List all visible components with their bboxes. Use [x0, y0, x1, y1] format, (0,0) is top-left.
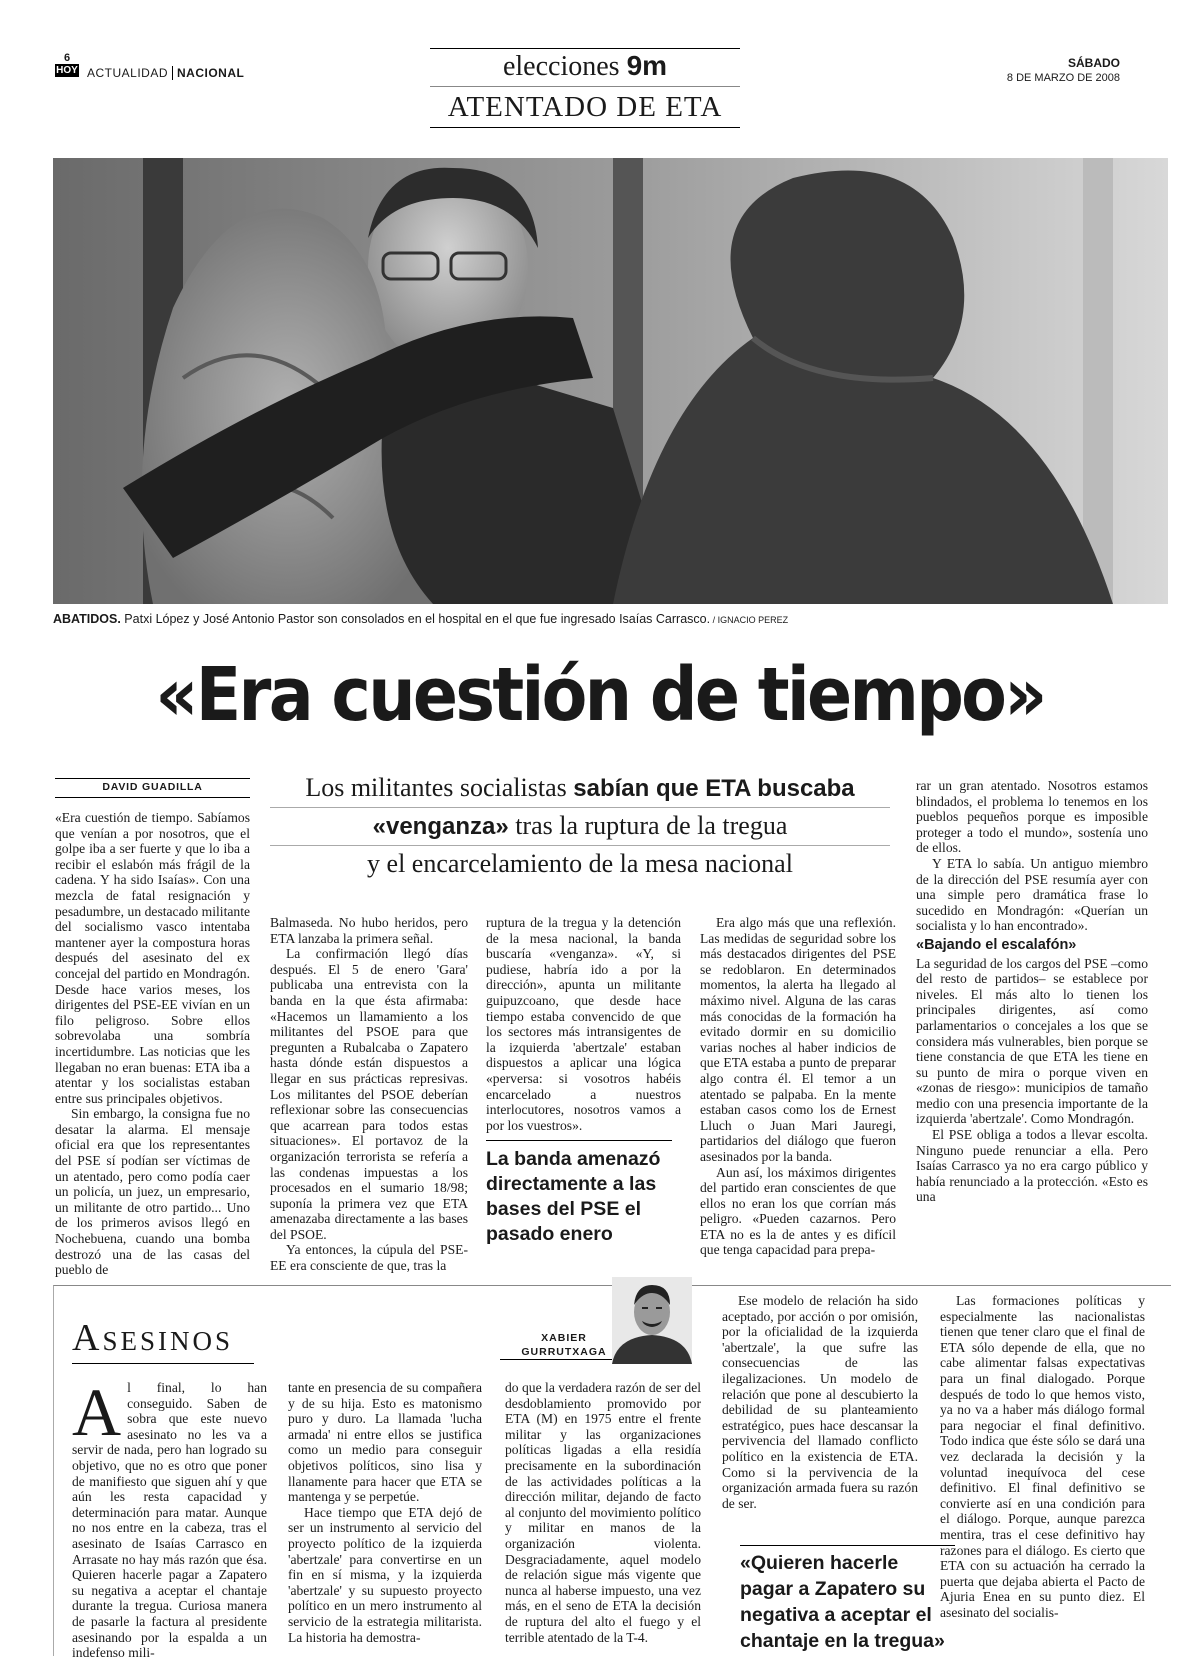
opinion-column-5 — [940, 1293, 1145, 1620]
paragraph: Ese modelo de relación ha sido aceptado, por acción o por omisión, por la oficialidad de la izquierda 'abertzale', la que sufre las consecuencias de las ilegalizaciones. Un modelo de relación que pone al descubierto la debilidad de su planteamiento estratégico, pues hace descansar la pervivencia del llamado conflicto político en la existencia de ETA. Como si la pervivencia de la organización armada fuera su razón de ser. — [722, 1293, 918, 1511]
paragraph: Aun así, los máximos dirigentes del partido eran conscientes de que ellos no eran los que corrían más peligro. «Pueden cazarnos. Pero ETA no es la de antes y es difícil que tenga capacidad para prepa- — [700, 1164, 896, 1258]
opinion-column-2 — [288, 1380, 482, 1645]
paragraph: Hace tiempo que ETA dejó de ser un instrumento al servicio del proyecto político de la izquierda 'abertzale' para convertirse en un fin en sí misma, y la izquierda 'abertzale' y su supuesto proyecto político en un mero instrumento al servicio de la estrategia militarista. La historia ha demostra- — [288, 1504, 482, 1645]
article-column-2 — [270, 915, 468, 1274]
subhead-line-3: y el encarcelamiento de la mesa nacional — [367, 849, 793, 878]
paragraph: Las formaciones políticas y especialmente las nacionalistas tienen que tener claro que el final de ETA sólo depende de ella, que no cabe alimentar falsas expectativas para un final dialogado. Porque después de todo lo que hemos visto, ya no va a haber más diálogo formal para negociar el final definitivo. Todo indica que éste sólo se dará una vez declarada la decisión y la voluntad inequívoca del cese definitivo. El final definitivo se convierte así en una condición para el diálogo. Porque, aunque parezca mentira, tras el cese definitivo hay razones para el diálogo. Es cierto que ETA con su actuación ha cerrado la puerta que dejaba abierta el Pacto de Ajuria Enea en su punto diez. El asesinato del socialis- — [940, 1293, 1145, 1620]
byline: DAVID GUADILLA — [55, 778, 250, 798]
caption-lead: ABATIDOS. — [53, 612, 121, 626]
opinion-author — [500, 1331, 628, 1360]
opinion-pull-quote: «Quieren hacerle pagar a Zapatero su negativa a aceptar el chantaje en la tregua» — [740, 1545, 955, 1654]
subhead-l2-regular: tras la ruptura de la tregua — [508, 811, 788, 840]
elecciones-banner — [430, 48, 740, 84]
paragraph: Era algo más que una reflexión. Las medidas de seguridad sobre los más destacados dirigentes del PSE se redoblaron. En determinados momentos, la alerta ha llegado al máximo nivel. Alguna de las caras más conocidas de la formación ha evitado dormir en su domicilio varias noches al haber indicios de que ETA estaba a punto de preparar algo contra él. El temor a un atentado se palpaba. En la mente estaban casos como los de Ernest Lluch o Juan Mari Jauregi, partidarios del diálogo que fueron asesinados por la banda. — [700, 915, 896, 1164]
title-rule — [72, 1363, 254, 1364]
paragraph: Sin embargo, la consigna fue no desatar la alarma. El mensaje oficial era que los representantes del PSE sí podían ser víctimas de un atentado, pero como podía caer un policía, un juez, un empresario, un militante de otro partido... Uno de los primeros avisos llegó en Nochebuena, cuando una bomba destrozó una de las casas del pueblo de — [55, 1106, 250, 1278]
paragraph: Y ETA lo sabía. Un antiguo miembro de la dirección del PSE resumía ayer con una simple pero dramática frase lo sucedido en Mondragón: «Querían un socialista y lo han encontrado». — [916, 855, 1148, 934]
subheadline — [270, 770, 890, 882]
section-label — [87, 66, 244, 80]
paper-name: HOY — [56, 65, 78, 76]
article-column-3 — [486, 915, 681, 1133]
section-nacional: NACIONAL — [172, 66, 244, 80]
paragraph: El PSE obliga a todos a llevar escolta. Ninguno puede renunciar a ella. Pero Isaías Carrasco ya no era cargo público y había renunciado a la protección. «Esto es una — [916, 1127, 1148, 1205]
pull-quote: La banda amenazó directamente a las bases del PSE el pasado enero — [486, 1140, 672, 1247]
elecciones-mark: 9m — [626, 50, 668, 81]
topic-banner: ATENTADO DE ETA — [430, 86, 740, 128]
day-label: SÁBADO — [1067, 56, 1120, 70]
opinion-col1-text: l final, lo han conseguido. Saben de sobra que este nuevo asesinato no les va a servir de nada, pero han logrado su objetivo, que no es otro que poner de manifiesto que siguen ahí y que aún les resta capacidad y determinación para matar. Aunque no nos entre en la cabeza, tras el asesinato de Isaías Carrasco en Arrasate no hay más razón que ésa. Quieren hacerle pagar a Zapatero su negativa a aceptar el chantaje durante la tregua. Curiosa manera de pasarle la factura al presidente asesinando por la espalda a un indefenso mili- — [72, 1380, 267, 1661]
paragraph: La confirmación llegó días después. El 5 de enero 'Gara' publicaba una entrevista con la banda en la que ésta afirmaba: «Hacemos un llamamiento a los militantes del PSOE para que pregunten a Rubalcaba o Zapatero hasta dónde están dispuestos a llegar en sus prácticas represivas. Los militantes del PSOE deberían reflexionar sobre las consecuencias que acarrean para todos estas situaciones». El portavoz de la organización terrorista se refería a las condenas impuestas a los procesados en el sumario 18/98; suponía la primera vez que ETA amenazaba directamente a las bases del PSOE. — [270, 946, 468, 1242]
opinion-column-3 — [505, 1380, 701, 1645]
opinion-column-4 — [722, 1293, 918, 1511]
article-column-5 — [916, 778, 1148, 1205]
author-first: XABIER — [541, 1332, 587, 1344]
page-number-box — [55, 52, 79, 77]
author-portrait — [612, 1277, 692, 1364]
main-photo — [53, 158, 1168, 604]
photo-illustration — [53, 158, 1168, 604]
drop-cap: A — [72, 1374, 122, 1450]
section-subhead: «Bajando el escalafón» — [916, 936, 1077, 953]
headline: «Era cuestión de tiempo» — [155, 652, 1045, 738]
date-label: 8 DE MARZO DE 2008 — [1006, 72, 1120, 84]
paragraph: Ya entonces, la cúpula del PSE-EE era consciente de que, tras la — [270, 1242, 468, 1274]
page-number: 6 — [55, 52, 79, 65]
subhead-l1-bold: sabían que ETA buscaba — [573, 775, 855, 802]
paragraph: Balmaseda. No hubo heridos, pero ETA lanzaba la primera señal. — [270, 915, 468, 946]
paragraph: rar un gran atentado. Nosotros estamos blindados, el problema lo tenemos en los pueblos pequeños porque es imposible proteger a todo el mundo», sostenía uno de ellos. — [916, 778, 1148, 856]
article-column-4 — [700, 915, 896, 1258]
photo-caption — [53, 612, 1168, 626]
paragraph: La seguridad de los cargos del PSE –como del resto de partidos– se establece por niveles. El más alto lo tienen los principales dirigentes, así como parlamentarios o concejales a los que se considera más vulnerables, bien porque se tiene constancia de que ETA les tiene en su punto de mira o porque viven en «zonas de riesgo»: municipios de tamaño medio con una presencia importante de la izquierda 'abertzale'. Como Mondragón. — [916, 955, 1148, 1127]
article-column-1 — [55, 810, 250, 1278]
paragraph: tante en presencia de su compañera y de su hija. Esto es matonismo puro y duro. La llamada 'lucha armada' ni entre ellos se justifica como un medio para conseguir objetivos políticos, sino lisa y llanamente para hacer que ETA se mantenga y se perpetúe. — [288, 1380, 482, 1505]
subhead-line-1 — [270, 770, 890, 808]
paragraph: «Era cuestión de tiempo. Sabíamos que venían a por nosotros, que el golpe iba a ser fuerte y que lo iba a recibir el eslabón más frágil de la cadena. Y ha sido Isaías». Con una mezcla de fatal resignación y pesadumbre, un destacado militante del socialismo vasco intentaba mantener ayer la compostura horas después del asesinato del ex concejal del partido en Mondragón. Desde hace varios meses, los dirigentes del PSE-EE vivían en un filo peligroso. Sobre ellos sobrevolaba una sombría incertidumbre. Las noticias que les llegaban no eran buenas: ETA iba a atentar y los socialistas estaban entre sus principales objetivos. — [55, 810, 250, 1106]
portrait-illustration — [612, 1277, 692, 1364]
author-last: GURRUTXAGA — [521, 1346, 607, 1358]
subhead-line-2 — [270, 808, 890, 846]
section-actualidad: ACTUALIDAD — [87, 66, 169, 80]
paragraph — [72, 1374, 267, 1661]
opinion-column-1 — [72, 1374, 267, 1661]
caption-credit: / IGNACIO PEREZ — [710, 615, 789, 625]
paragraph: ruptura de la tregua y la detención de la mesa nacional, la banda buscaría «venganza». «Y, si pudiese, habría ido a por la dirección», apunta un militante guipuzcoano, que desde hace tiempo estaba convencido de que los sectores más intransigentes de la izquierda 'abertzale' estaban dispuestos a aplicar una lógica «perversa: si vosotros habéis encarcelado a nuestros interlocutores, nosotros vamos a por los vuestros». — [486, 915, 681, 1133]
opinion-title: Asesinos — [72, 1317, 233, 1359]
paragraph: do que la verdadera razón de ser del desdoblamiento promovido por ETA (M) en 1975 entre el frente militar y las organizaciones políticas ligadas a ella residía precisamente en la subordinación de las actividades políticas a la dirección militar, dejando de facto al conjunto del movimiento político y militar en manos de la organización violenta. Desgraciadamente, aquel modelo de relación sigue más vigente que nunca al haberse impuesto, una vez más, en el seno de ETA la decisión de ruptura del alto el fuego y el terrible atentado de la T-4. — [505, 1380, 701, 1645]
caption-text: Patxi López y José Antonio Pastor son consolados en el hospital en el que fue ingresado Isaías Carrasco. — [120, 612, 711, 626]
subhead-l2-bold: «venganza» — [372, 813, 509, 840]
subhead-l1-regular: Los militantes socialistas — [305, 773, 574, 802]
elecciones-word: elecciones — [502, 51, 620, 82]
date-block — [1007, 56, 1120, 85]
